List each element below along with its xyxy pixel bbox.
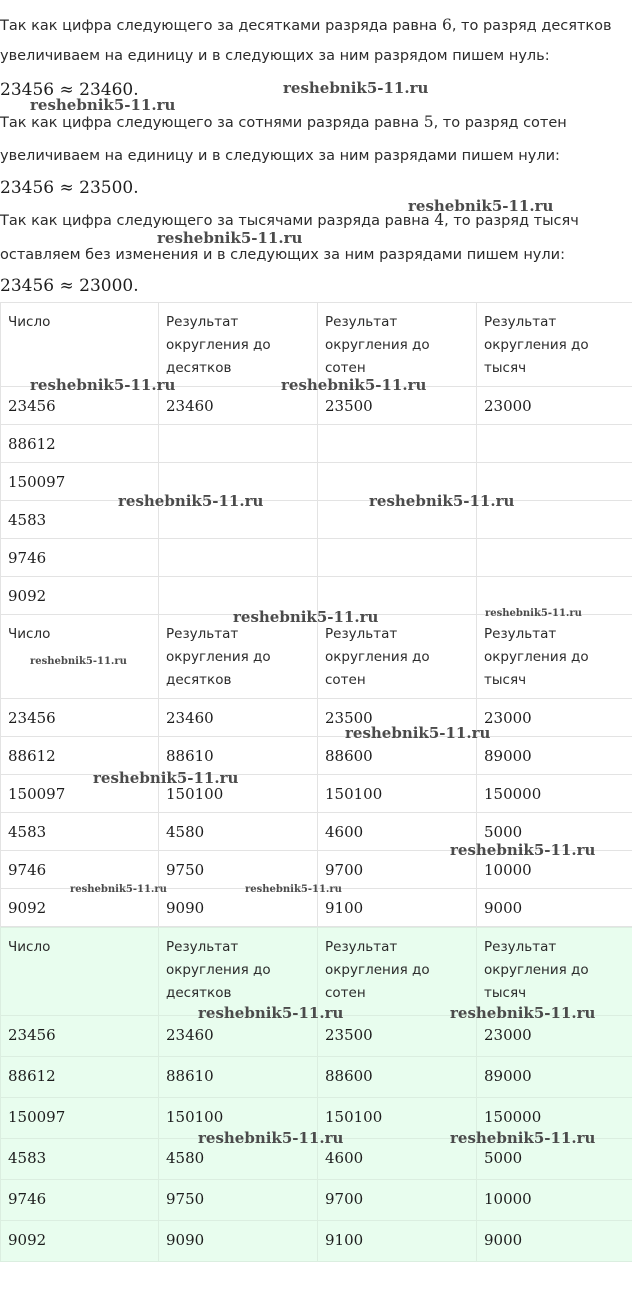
cell-rounded: 5000: [477, 1139, 632, 1180]
cell-rounded: [477, 463, 632, 501]
cell-rounded: 9750: [159, 851, 318, 889]
header-tens: Результат округления до десятков: [159, 615, 318, 699]
cell-number: 23456: [1, 387, 159, 425]
table-row: [1, 501, 632, 539]
cell-rounded: 89000: [477, 1057, 632, 1098]
watermark-text: reshebnik5-11.ru: [369, 492, 515, 510]
cell-number: 88612: [1, 1057, 159, 1098]
cell-number: 9746: [1, 1180, 159, 1221]
cell-rounded: 9700: [318, 851, 477, 889]
cell-number: 150097: [1, 775, 159, 813]
table-row: [1, 813, 632, 851]
cell-number: 4583: [1, 1139, 159, 1180]
watermark-text: reshebnik5-11.ru: [345, 724, 491, 742]
watermark-text: reshebnik5-11.ru: [198, 1129, 344, 1147]
cell-rounded: 10000: [477, 1180, 632, 1221]
table-row: [1, 737, 632, 775]
table-row: [1, 699, 632, 737]
watermark-text: reshebnik5-11.ru: [450, 1129, 596, 1147]
cell-rounded: 23000: [477, 1016, 632, 1057]
cell-number: 9746: [1, 851, 159, 889]
header-hundreds: Результат округления до сотен: [318, 615, 477, 699]
header-hundreds: Результат округления до сотен: [318, 928, 477, 1016]
cell-rounded: [318, 539, 477, 577]
table-row: [1, 775, 632, 813]
watermark-text: reshebnik5-11.ru: [408, 197, 554, 215]
watermark-text: reshebnik5-11.ru: [30, 376, 176, 394]
cell-rounded: [159, 577, 318, 615]
cell-rounded: 5000: [477, 813, 632, 851]
cell-rounded: 150100: [318, 1098, 477, 1139]
cell-number: 23456: [1, 699, 159, 737]
table-header-row: [1, 928, 632, 1016]
table-row: [1, 1016, 632, 1057]
watermark-text: reshebnik5-11.ru: [118, 492, 264, 510]
cell-number: 4583: [1, 501, 159, 539]
table-header-row: [1, 615, 632, 699]
cell-rounded: [159, 539, 318, 577]
cell-number: 9092: [1, 1221, 159, 1262]
watermark-text: reshebnik5-11.ru: [198, 1004, 344, 1022]
cell-rounded: [318, 463, 477, 501]
cell-number: 9092: [1, 577, 159, 615]
cell-rounded: [159, 463, 318, 501]
header-tens: Результат округления до десятков: [159, 303, 318, 387]
table-row: [1, 851, 632, 889]
cell-rounded: 88610: [159, 737, 318, 775]
cell-rounded: [477, 501, 632, 539]
cell-rounded: [159, 425, 318, 463]
table-row: [1, 1098, 632, 1139]
rounding-table-empty: [0, 302, 632, 615]
rounding-table-filled: [0, 614, 632, 927]
watermark-text: reshebnik5-11.ru: [485, 608, 582, 619]
cell-rounded: 9750: [159, 1180, 318, 1221]
cell-number: 4583: [1, 813, 159, 851]
cell-number: 88612: [1, 737, 159, 775]
cell-number: 9092: [1, 889, 159, 927]
table-row: [1, 577, 632, 615]
paragraph-hundreds-2: увеличиваем на единицу и в следующих за ним разрядами пишем нули:: [0, 148, 560, 164]
cell-rounded: 23460: [159, 387, 318, 425]
paragraph-tens-1: Так как цифра следующего за десятками разряда равна 6, то разряд десятков: [0, 16, 612, 34]
table-row: [1, 1221, 632, 1262]
cell-number: 150097: [1, 1098, 159, 1139]
header-thousands: Результат округления до тысяч: [477, 615, 632, 699]
cell-rounded: 9100: [318, 889, 477, 927]
rounding-table-answer: [0, 927, 632, 1262]
cell-rounded: 23460: [159, 699, 318, 737]
paragraph-thousands-2: оставляем без изменения и в следующих за ним разрядами пишем нули:: [0, 247, 565, 263]
watermark-text: reshebnik5-11.ru: [281, 376, 427, 394]
watermark-text: reshebnik5-11.ru: [450, 1004, 596, 1022]
watermark-text: reshebnik5-11.ru: [157, 229, 303, 247]
cell-number: 88612: [1, 425, 159, 463]
header-tens: Результат округления до десятков: [159, 928, 318, 1016]
header-thousands: Результат округления до тысяч: [477, 303, 632, 387]
table-row: [1, 425, 632, 463]
cell-rounded: 9000: [477, 1221, 632, 1262]
cell-rounded: 10000: [477, 851, 632, 889]
cell-rounded: 150000: [477, 775, 632, 813]
watermark-text: reshebnik5-11.ru: [30, 96, 176, 114]
cell-rounded: [159, 501, 318, 539]
header-number: Число: [1, 615, 159, 699]
cell-rounded: [318, 501, 477, 539]
cell-rounded: [318, 577, 477, 615]
cell-rounded: 4580: [159, 813, 318, 851]
cell-number: 23456: [1, 1016, 159, 1057]
cell-rounded: 150100: [318, 775, 477, 813]
cell-rounded: 4580: [159, 1139, 318, 1180]
watermark-text: reshebnik5-11.ru: [93, 769, 239, 787]
table-row: [1, 1139, 632, 1180]
cell-rounded: 9090: [159, 1221, 318, 1262]
equation-hundreds: 23456 ≈ 23500.: [0, 178, 139, 198]
paragraph-thousands-1: Так как цифра следующего за тысячами разряда равна 4, то разряд тысяч: [0, 211, 579, 229]
watermark-text: reshebnik5-11.ru: [70, 884, 167, 895]
watermark-text: reshebnik5-11.ru: [450, 841, 596, 859]
cell-rounded: 88610: [159, 1057, 318, 1098]
watermark-text: reshebnik5-11.ru: [233, 608, 379, 626]
cell-rounded: [318, 425, 477, 463]
cell-rounded: 23460: [159, 1016, 318, 1057]
cell-number: 150097: [1, 463, 159, 501]
cell-rounded: 89000: [477, 737, 632, 775]
cell-rounded: [477, 577, 632, 615]
cell-rounded: 23500: [318, 1016, 477, 1057]
table-row: [1, 1180, 632, 1221]
cell-rounded: 150100: [159, 1098, 318, 1139]
cell-rounded: 23000: [477, 387, 632, 425]
cell-rounded: 9700: [318, 1180, 477, 1221]
cell-rounded: 23500: [318, 699, 477, 737]
table-row: [1, 1057, 632, 1098]
table-row: [1, 889, 632, 927]
cell-rounded: 150000: [477, 1098, 632, 1139]
header-number: Число: [1, 928, 159, 1016]
watermark-text: reshebnik5-11.ru: [30, 656, 127, 667]
cell-rounded: 23000: [477, 699, 632, 737]
header-number: Число: [1, 303, 159, 387]
header-hundreds: Результат округления до сотен: [318, 303, 477, 387]
cell-rounded: [477, 425, 632, 463]
cell-rounded: 150100: [159, 775, 318, 813]
table-row: [1, 463, 632, 501]
paragraph-hundreds-1: Так как цифра следующего за сотнями разряда равна 5, то разряд сотен: [0, 113, 567, 131]
table-header-row: [1, 303, 632, 387]
cell-number: 9746: [1, 539, 159, 577]
cell-rounded: 9090: [159, 889, 318, 927]
header-thousands: Результат округления до тысяч: [477, 928, 632, 1016]
cell-rounded: 88600: [318, 1057, 477, 1098]
table-row: [1, 387, 632, 425]
equation-tens: 23456 ≈ 23460.: [0, 80, 139, 100]
table-row: [1, 539, 632, 577]
cell-rounded: 88600: [318, 737, 477, 775]
cell-rounded: 4600: [318, 1139, 477, 1180]
cell-rounded: 9100: [318, 1221, 477, 1262]
cell-rounded: 23500: [318, 387, 477, 425]
cell-rounded: 4600: [318, 813, 477, 851]
cell-rounded: 9000: [477, 889, 632, 927]
cell-rounded: [477, 539, 632, 577]
watermark-text: reshebnik5-11.ru: [245, 884, 342, 895]
watermark-text: reshebnik5-11.ru: [283, 79, 429, 97]
paragraph-tens-2: увеличиваем на единицу и в следующих за ним разрядом пишем нуль:: [0, 48, 550, 64]
equation-thousands: 23456 ≈ 23000.: [0, 276, 139, 296]
